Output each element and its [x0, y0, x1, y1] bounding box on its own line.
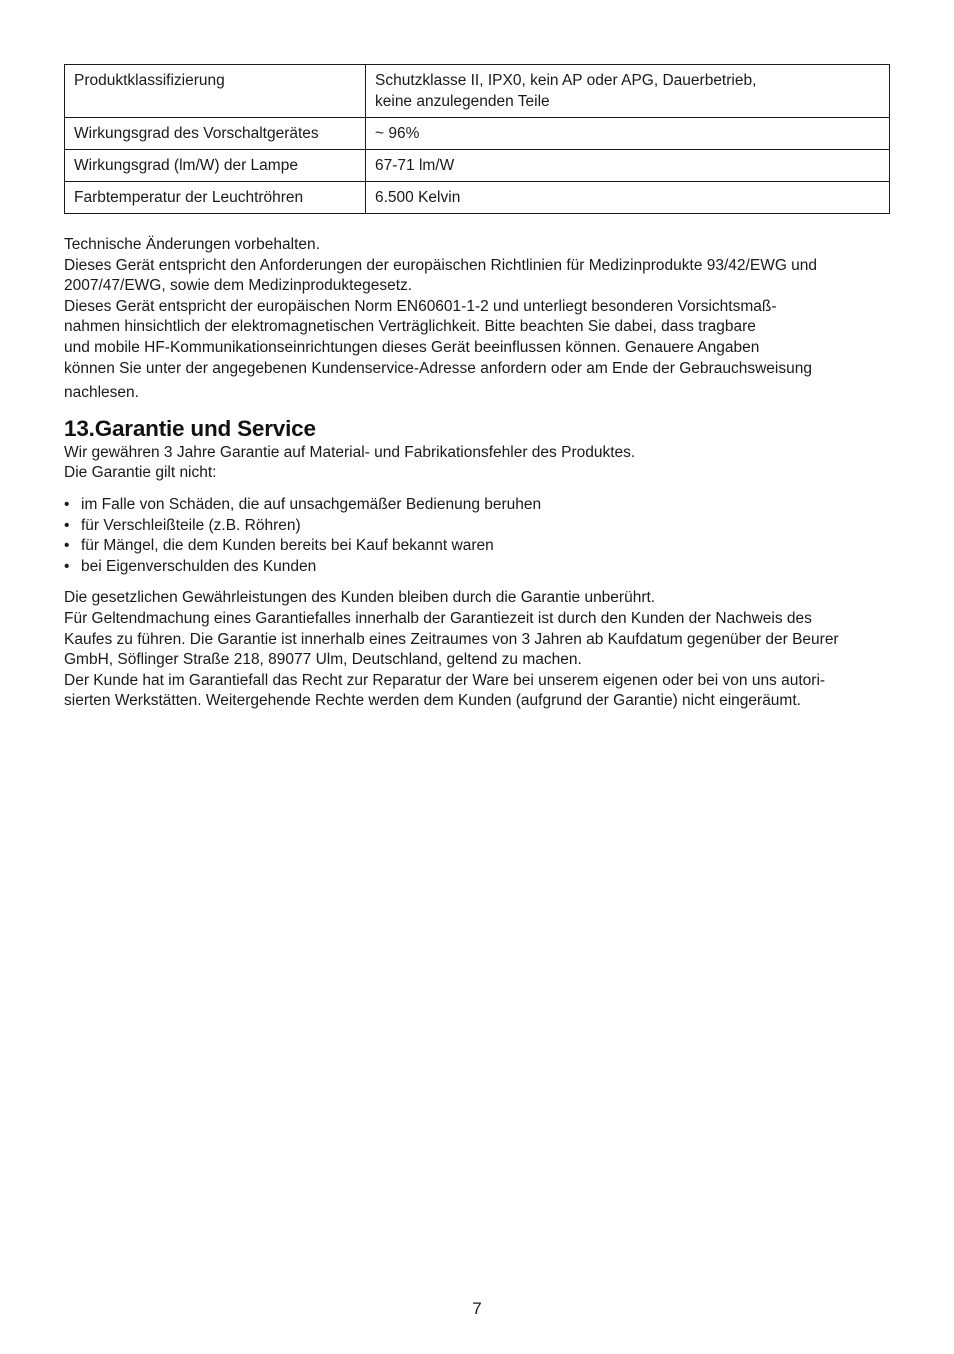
spec-value-line: 67-71 lm/W: [375, 157, 455, 174]
text-line: Für Geltendmachung eines Garantiefalles innerhalb der Garantiezeit ist durch den Kunden der Nachweis des: [64, 609, 812, 627]
list-item-text: für Mängel, die dem Kunden bereits bei Kauf bekannt waren: [81, 537, 494, 555]
spec-label-cell: Wirkungsgrad des Vorschaltgerätes: [65, 118, 366, 150]
text-line: Der Kunde hat im Garantiefall das Recht zur Reparatur der Ware bei unserem eigenen oder bei von uns autori-: [64, 671, 826, 689]
spec-value-line: 6.500 Kelvin: [375, 189, 461, 206]
text-line: GmbH, Söflinger Straße 218, 89077 Ulm, Deutschland, geltend zu machen.: [64, 651, 582, 669]
list-item: [64, 495, 890, 516]
section-number: 13.: [64, 415, 95, 441]
regulatory-notes: [64, 235, 890, 404]
document-page: [64, 64, 890, 712]
text-line: sierten Werkstätten. Weitergehende Rechte werden dem Kunden (aufgrund der Garantie) nicht eingeräumt.: [64, 692, 801, 710]
list-item-text: für Verschleißteile (z.B. Röhren): [81, 516, 301, 534]
text-line: Die gesetzlichen Gewährleistungen des Kunden bleiben durch die Garantie unberührt.: [64, 589, 656, 607]
section-heading: [64, 415, 890, 443]
table-row: [65, 118, 890, 150]
warranty-exclusions-list: [64, 495, 890, 577]
text-line: Wir gewähren 3 Jahre Garantie auf Material- und Fabrikationsfehler des Produktes.: [64, 443, 636, 461]
text-line: Kaufes zu führen. Die Garantie ist innerhalb eines Zeitraumes von 3 Jahren ab Kaufdatum gegenüber der Beurer: [64, 630, 839, 648]
table-row: [65, 65, 890, 118]
spec-value-line: ~ 96%: [375, 125, 420, 142]
spec-value-line: Schutzklasse II, IPX0, kein AP oder APG, Dauerbetrieb,: [375, 72, 757, 89]
spec-value-cell: [366, 150, 890, 182]
text-line: können Sie unter der angegebenen Kundenservice-Adresse anfordern oder am Ende der Gebrauchsweisung: [64, 359, 812, 377]
list-item: [64, 536, 890, 557]
table-row: [65, 150, 890, 182]
text-line: Dieses Gerät entspricht den Anforderungen der europäischen Richtlinien für Medizinprodukte 93/42/EWG und: [64, 256, 818, 274]
spec-value-line: keine anzulegenden Teile: [375, 93, 550, 110]
text-line: Die Garantie gilt nicht:: [64, 464, 217, 482]
text-line: und mobile HF-Kommunikationseinrichtungen dieses Gerät beeinflussen können. Genauere Angaben: [64, 338, 760, 356]
text-line: nachlesen.: [64, 384, 139, 402]
spec-label-cell: Farbtemperatur der Leuchtröhren: [65, 182, 366, 214]
text-line: Technische Änderungen vorbehalten.: [64, 236, 320, 253]
list-item-text: im Falle von Schäden, die auf unsachgemäßer Bedienung beruhen: [81, 495, 542, 513]
list-item-text: bei Eigenverschulden des Kunden: [81, 557, 317, 575]
table-row: [65, 182, 890, 214]
text-line: nahmen hinsichtlich der elektromagnetischen Verträglichkeit. Bitte beachten Sie dabei, dass tragbare: [64, 318, 756, 336]
bullet-icon: •: [64, 537, 70, 555]
bullet-icon: •: [64, 495, 70, 513]
bullet-icon: •: [64, 516, 70, 534]
spec-value-cell: [366, 118, 890, 150]
warranty-terms: [64, 588, 890, 712]
specification-table: [64, 64, 890, 214]
bullet-icon: •: [64, 557, 70, 575]
section-title-text: Garantie und Service: [94, 415, 316, 441]
spec-value-cell: [366, 182, 890, 214]
spec-label-cell: Produktklassifizierung: [65, 65, 366, 118]
list-item: [64, 557, 890, 578]
spec-label-cell: Wirkungsgrad (lm/W) der Lampe: [65, 150, 366, 182]
page-number: 7: [472, 1299, 482, 1318]
text-line: 2007/47/EWG, sowie dem Medizinproduktegesetz.: [64, 277, 413, 295]
warranty-intro: [64, 443, 890, 484]
spec-value-cell: [366, 65, 890, 118]
text-line: Dieses Gerät entspricht der europäischen Norm EN60601-1-2 und unterliegt besonderen Vorsichtsmaß-: [64, 297, 777, 315]
list-item: [64, 516, 890, 537]
